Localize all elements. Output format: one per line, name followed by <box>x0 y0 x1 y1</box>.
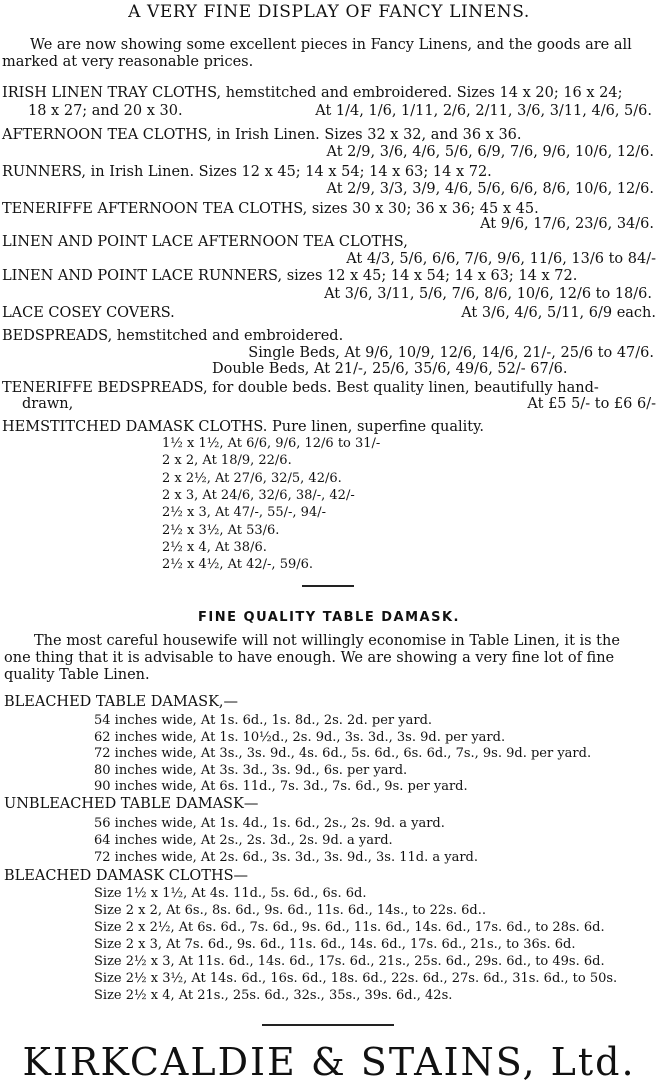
item-line: HEMSTITCHED DAMASK CLOTHS. Pure linen, superfine quality. <box>2 419 484 435</box>
list-item: 64 inches wide, At 2s., 2s. 3d., 2s. 9d. a yard. <box>94 833 393 848</box>
list-item: 2½ x 3, At 47/-, 55/-, 94/- <box>162 505 326 521</box>
list-item: Size 2½ x 3, At 11s. 6d., 14s. 6d., 17s. 6d., 21s., 25s. 6d., 29s. 6d., to 49s. 6d. <box>94 954 605 969</box>
item-line: Double Beds, At 21/-, 25/6, 35/6, 49/6, 52/- 67/6. <box>212 361 568 377</box>
item-line: IRISH LINEN TRAY CLOTHS, hemstitched and embroidered. Sizes 14 x 20; 16 x 24; <box>2 85 623 101</box>
list-item: 1½ x 1½, At 6/6, 9/6, 12/6 to 31/- <box>162 436 381 451</box>
item-line: At 2/9, 3/6, 4/6, 5/6, 6/9, 7/6, 9/6, 10/6, 12/6. <box>326 144 654 160</box>
item-line: AFTERNOON TEA CLOTHS, in Irish Linen. Sizes 32 x 32, and 36 x 36. <box>2 127 522 143</box>
list-item: 80 inches wide, At 3s. 3d., 3s. 9d., 6s. per yard. <box>94 762 408 778</box>
item-line: At £5 5/- to £6 6/- <box>527 396 656 412</box>
list-item: 2½ x 4, At 38/6. <box>162 539 267 555</box>
item-line: Single Beds, At 9/6, 10/9, 12/6, 14/6, 21/-, 25/6 to 47/6. <box>248 345 654 361</box>
intro-line: We are now showing some excellent pieces in Fancy Linens, and the goods are all <box>30 37 632 53</box>
item-line: At 9/6, 17/6, 23/6, 34/6. <box>480 216 654 232</box>
item-line: LINEN AND POINT LACE AFTERNOON TEA CLOTHS, <box>2 234 408 250</box>
bleached-heading: BLEACHED TABLE DAMASK,— <box>4 694 239 710</box>
list-item: Size 2½ x 3½, At 14s. 6d., 16s. 6d., 18s. 6d., 22s. 6d., 27s. 6d., 31s. 6d., to 50s. <box>94 971 618 986</box>
list-item: 2 x 3, At 24/6, 32/6, 38/-, 42/- <box>162 487 355 503</box>
list-item: 56 inches wide, At 1s. 4d., 1s. 6d., 2s., 2s. 9d. a yard. <box>94 816 445 831</box>
item-line: At 4/3, 5/6, 6/6, 7/6, 9/6, 11/6, 13/6 to 84/- <box>346 251 656 267</box>
list-item: 90 inches wide, At 6s. 11d., 7s. 3d., 7s. 6d., 9s. per yard. <box>94 779 468 795</box>
item-line: drawn, <box>22 396 74 412</box>
page-title: A VERY FINE DISPLAY OF FANCY LINENS. <box>128 2 530 22</box>
list-item: Size 2½ x 4, At 21s., 25s. 6d., 32s., 35s., 39s. 6d., 42s. <box>94 988 453 1003</box>
item-line: At 3/6, 4/6, 5/11, 6/9 each. <box>461 305 656 321</box>
list-item: 72 inches wide, At 2s. 6d., 3s. 3d., 3s. 9d., 3s. 11d. a yard. <box>94 850 479 865</box>
list-item: 2½ x 3½, At 53/6. <box>162 522 280 538</box>
list-item: Size 2 x 3, At 7s. 6d., 9s. 6d., 11s. 6d., 14s. 6d., 17s. 6d., 21s., to 36s. 6d. <box>94 937 576 952</box>
item-line: 18 x 27; and 20 x 30. <box>28 103 183 119</box>
item-line: At 1/4, 1/6, 1/11, 2/6, 2/11, 3/6, 3/11, 4/6, 5/6. <box>315 103 652 119</box>
item-line: TENERIFFE BEDSPREADS, for double beds. Best quality linen, beautifully hand- <box>2 380 599 396</box>
item-line: TENERIFFE AFTERNOON TEA CLOTHS, sizes 30 x 30; 36 x 36; 45 x 45. <box>2 201 539 217</box>
item-line: RUNNERS, in Irish Linen. Sizes 12 x 45; 14 x 54; 14 x 63; 14 x 72. <box>2 164 492 180</box>
list-item: 2 x 2½, At 27/6, 32/5, 42/6. <box>162 470 342 486</box>
item-line: BEDSPREADS, hemstitched and embroidered. <box>2 328 344 344</box>
unbleached-heading: UNBLEACHED TABLE DAMASK— <box>4 796 259 812</box>
section-heading: FINE QUALITY TABLE DAMASK. <box>198 610 460 625</box>
fine-intro-line: one thing that it is advisable to have enough. We are showing a very fine lot of fine <box>4 650 615 666</box>
divider <box>262 1024 394 1026</box>
list-item: Size 1½ x 1½, At 4s. 11d., 5s. 6d., 6s. 6d. <box>94 886 367 901</box>
fine-intro-line: The most careful housewife will not willingly economise in Table Linen, it is the <box>34 633 620 649</box>
list-item: 62 inches wide, At 1s. 10½d., 2s. 9d., 3s. 3d., 3s. 9d. per yard. <box>94 729 506 745</box>
divider <box>302 585 354 587</box>
item-line: LINEN AND POINT LACE RUNNERS, sizes 12 x 45; 14 x 54; 14 x 63; 14 x 72. <box>2 268 578 284</box>
item-line: At 3/6, 3/11, 5/6, 7/6, 8/6, 10/6, 12/6 to 18/6. <box>324 286 652 302</box>
list-item: 54 inches wide, At 1s. 6d., 1s. 8d., 2s. 2d. per yard. <box>94 713 433 728</box>
list-item: 2 x 2, At 18/9, 22/6. <box>162 453 292 469</box>
item-line: LACE COSEY COVERS. <box>2 305 175 321</box>
list-item: 72 inches wide, At 3s., 3s. 9d., 4s. 6d., 5s. 6d., 6s. 6d., 7s., 9s. 9d. per yard. <box>94 746 592 762</box>
intro-line: marked at very reasonable prices. <box>2 54 254 70</box>
fine-intro-line: quality Table Linen. <box>4 667 150 683</box>
list-item: Size 2 x 2, At 6s., 8s. 6d., 9s. 6d., 11s. 6d., 14s., to 22s. 6d.. <box>94 903 486 918</box>
list-item: Size 2 x 2½, At 6s. 6d., 7s. 6d., 9s. 6d., 11s. 6d., 14s. 6d., 17s. 6d., to 28s. 6d. <box>94 920 605 935</box>
list-item: 2½ x 4½, At 42/-, 59/6. <box>162 557 314 573</box>
cloths-heading: BLEACHED DAMASK CLOTHS— <box>4 868 249 884</box>
item-line: At 2/9, 3/3, 3/9, 4/6, 5/6, 6/6, 8/6, 10/6, 12/6. <box>326 181 654 197</box>
firm-name: KIRKCALDIE & STAINS, Ltd. <box>22 1040 636 1084</box>
